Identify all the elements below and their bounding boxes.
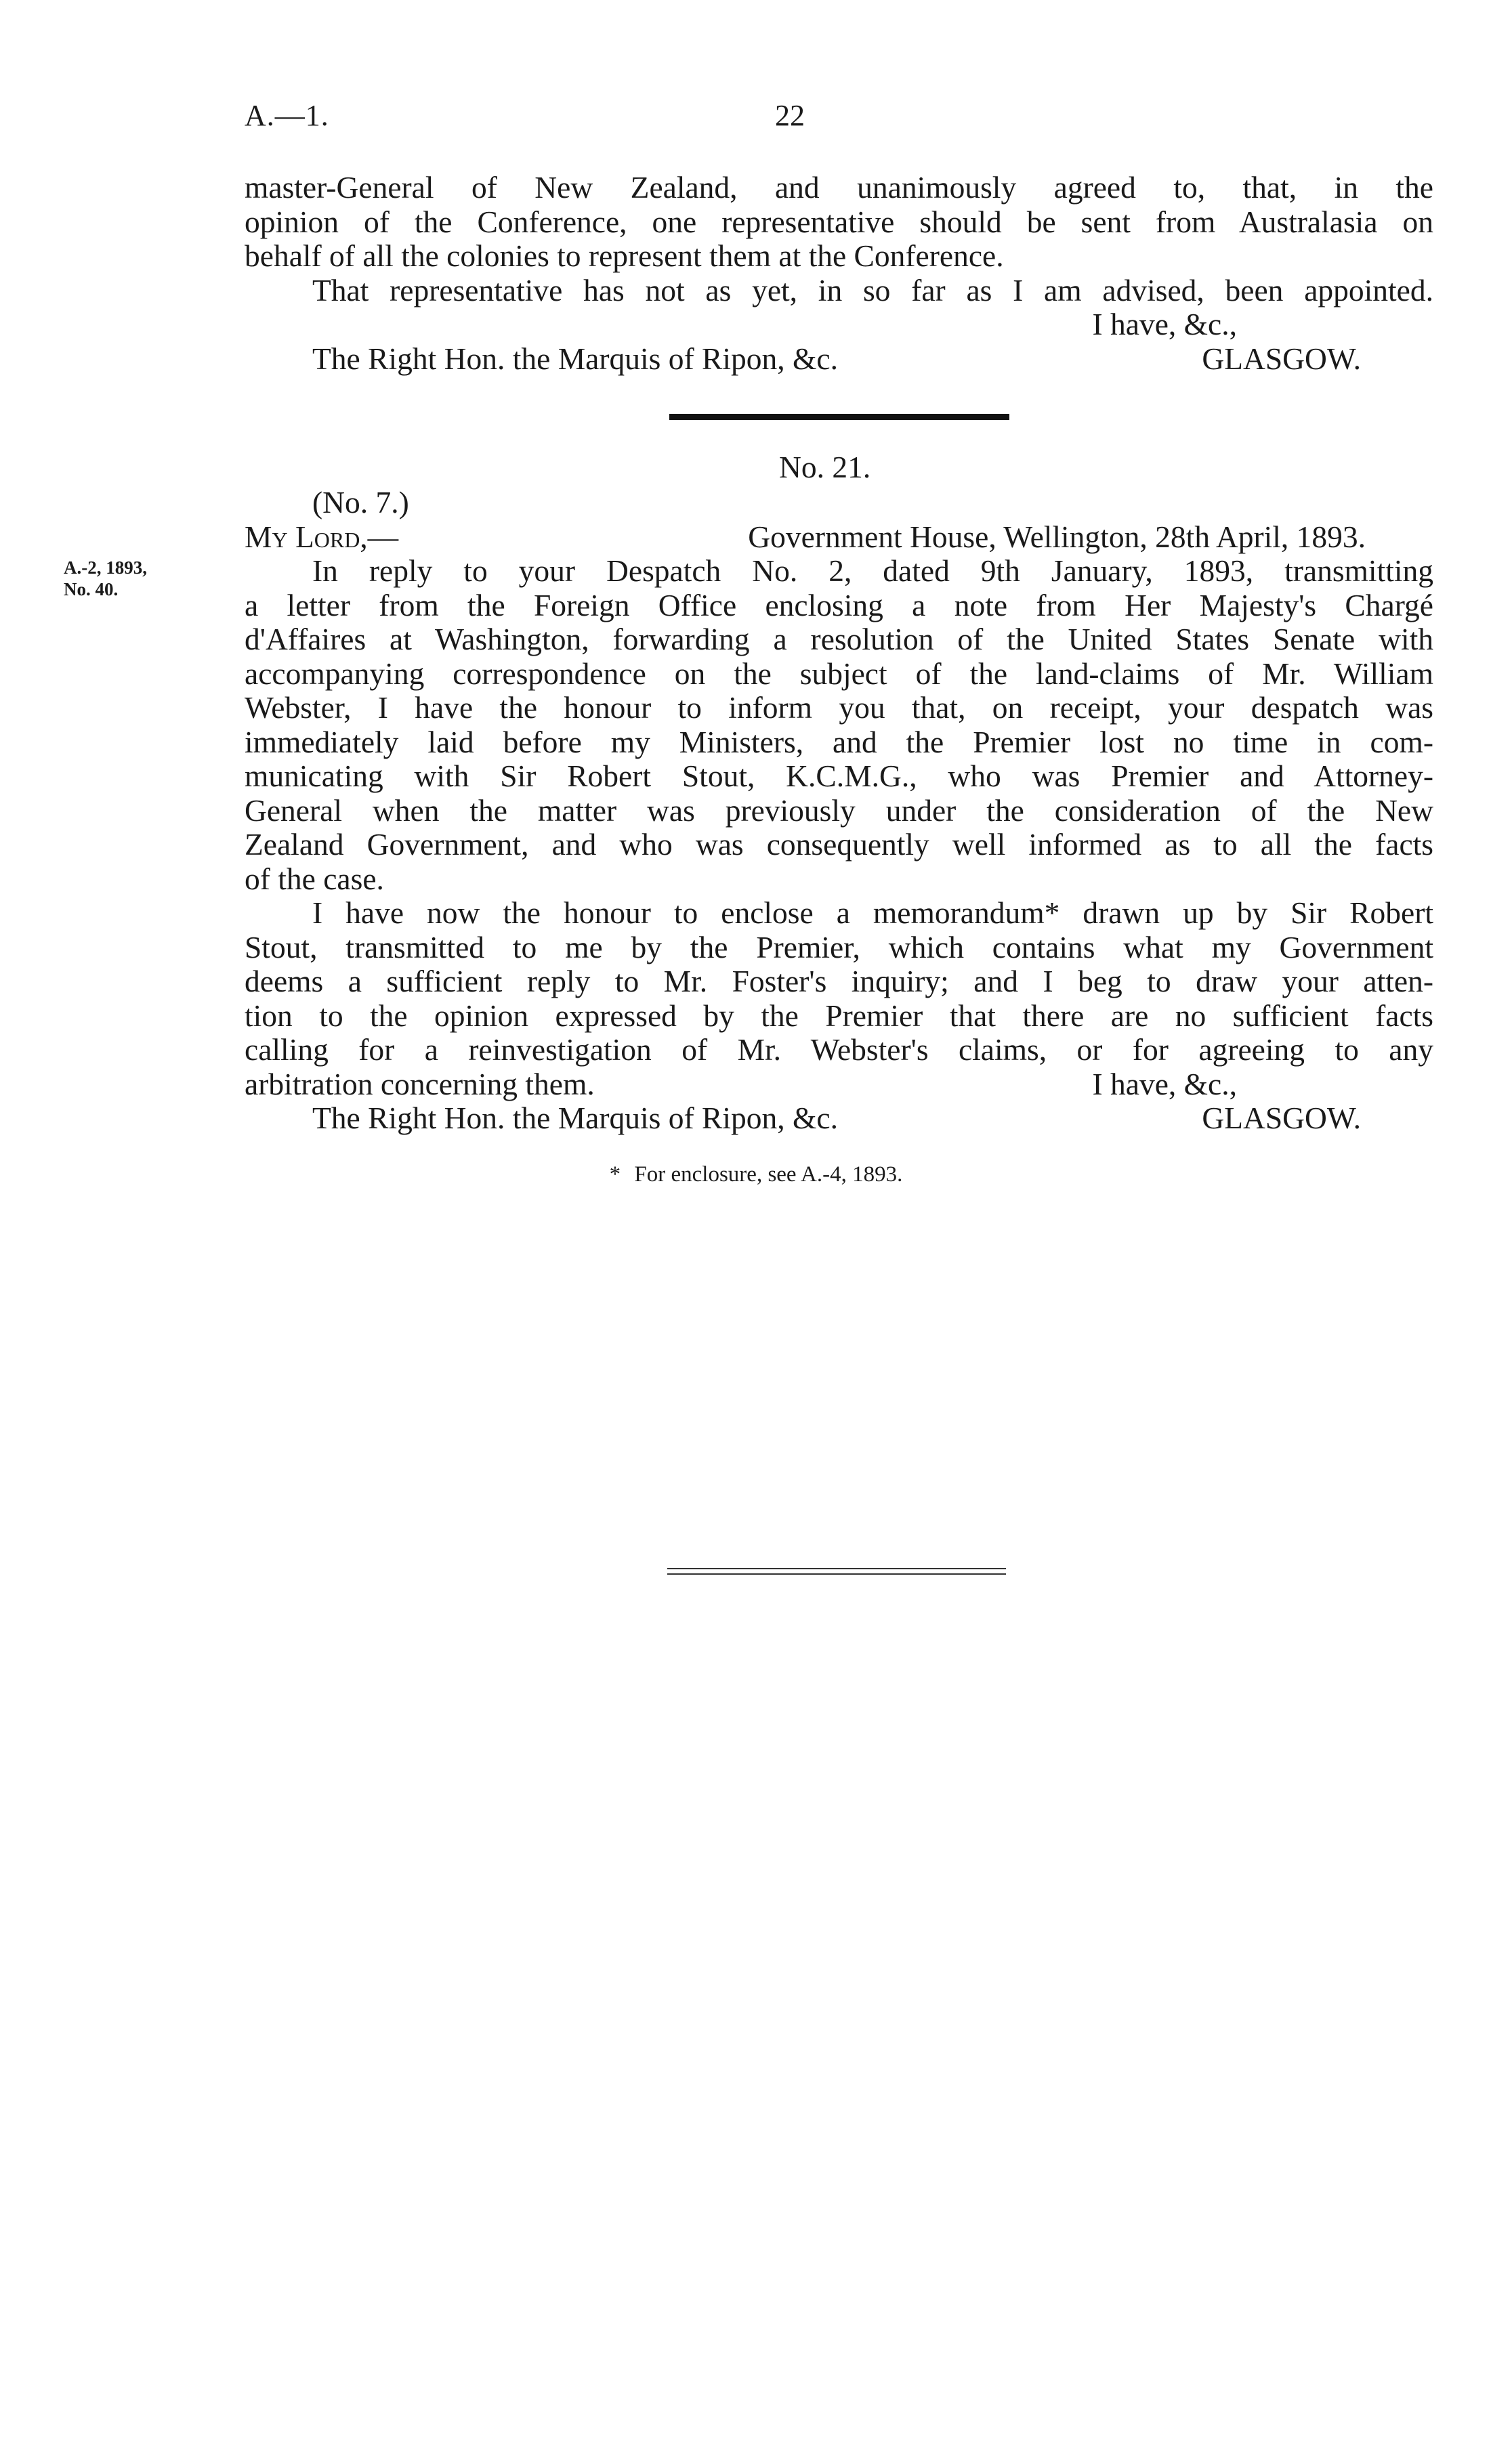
- closing-row: [245, 1067, 1433, 1102]
- addressee: The Right Hon. the Marquis of Ripon, &c.: [312, 341, 838, 376]
- salutation-row: [245, 520, 1433, 555]
- text-line: I have now the honour to enclose a memorandum* drawn up by Sir Robert: [312, 895, 1433, 930]
- despatch-heading: No. 21.: [779, 450, 871, 484]
- footnote-text: For enclosure, see A.-4, 1893.: [634, 1162, 903, 1187]
- page-number: 22: [775, 99, 805, 132]
- text-line: That representative has not as yet, in so far as I am advised, been appointed.: [312, 272, 1433, 307]
- closing-text: I have, &c.,: [1092, 1066, 1237, 1101]
- text-line: immediately laid before my Ministers, and the Premier lost no time in com-: [245, 724, 1433, 759]
- despatch-body: [245, 486, 1433, 1136]
- text-line: municating with Sir Robert Stout, K.C.M.G., who was Premier and Attorney-: [245, 759, 1433, 793]
- margin-note-line: No. 40.: [64, 579, 119, 599]
- text-line: General when the matter was previously under the consideration of the New: [245, 792, 1433, 828]
- text-line: tion to the opinion expressed by the Premier that there are no sufficient facts: [245, 998, 1433, 1033]
- addressee-row: [245, 342, 1433, 377]
- text-line: opinion of the Conference, one representative should be sent from Australasia on: [245, 204, 1433, 239]
- place-date: Government House, Wellington, 28th April, 1893.: [748, 519, 1366, 554]
- addressee-row: [245, 1101, 1433, 1136]
- end-rule-bottom: [667, 1573, 1006, 1575]
- top-section: [245, 171, 1433, 376]
- section-divider: [669, 414, 1009, 420]
- end-rule-top: [667, 1568, 1006, 1569]
- text-line: a letter from the Foreign Office enclosing a note from Her Majesty's Chargé: [245, 587, 1433, 622]
- text-line: Webster, I have the honour to inform you that, on receipt, your despatch was: [245, 690, 1433, 725]
- margin-note-line: A.-2, 1893,: [64, 557, 147, 578]
- document-reference: A.—1.: [245, 99, 329, 132]
- footnote-mark: *: [609, 1162, 621, 1187]
- margin-note: [64, 557, 147, 600]
- closing-row: [245, 307, 1433, 342]
- text-line: of the case.: [245, 861, 384, 896]
- closing-text: I have, &c.,: [1092, 307, 1237, 341]
- text-line: deems a sufficient reply to Mr. Foster's inquiry; and I beg to draw your atten-: [245, 964, 1433, 998]
- text-line: master-General of New Zealand, and unanimously agreed to, that, in the: [245, 170, 1433, 205]
- signature: GLASGOW.: [1202, 341, 1361, 376]
- text-line: d'Affaires at Washington, forwarding a resolution of the United States Senate with: [245, 622, 1433, 656]
- text-line: Stout, transmitted to me by the Premier, which contains what my Government: [245, 929, 1433, 964]
- text-line: accompanying correspondence on the subject of the land-claims of Mr. William: [245, 656, 1433, 691]
- text-line: behalf of all the colonies to represent them at the Conference.: [245, 238, 1004, 273]
- addressee: The Right Hon. the Marquis of Ripon, &c.: [312, 1101, 838, 1135]
- salutation: My Lord,—: [245, 519, 399, 554]
- signature: GLASGOW.: [1202, 1101, 1361, 1135]
- text-line: calling for a reinvestigation of Mr. Webster's claims, or for agreeing to any: [245, 1032, 1433, 1067]
- footnote: [0, 1162, 1512, 1187]
- text-line: Zealand Government, and who was consequently well informed as to all the facts: [245, 827, 1433, 862]
- despatch-number: (No. 7.): [312, 485, 409, 519]
- text-line: arbitration concerning them.: [245, 1066, 595, 1101]
- text-line: In reply to your Despatch No. 2, dated 9th January, 1893, transmitting: [312, 553, 1433, 588]
